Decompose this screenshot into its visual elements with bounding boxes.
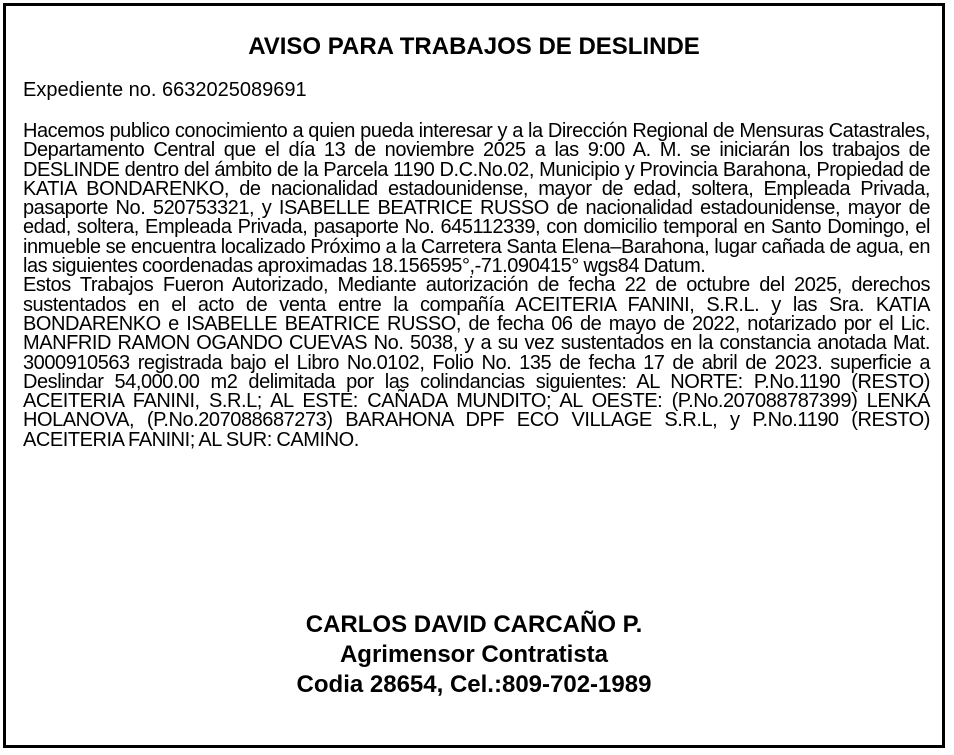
signature-contact: Codia 28654, Cel.:809-702-1989 (296, 671, 652, 698)
legal-notice-box (3, 3, 945, 748)
signature-name: CARLOS DAVID CARCAÑO P. (305, 611, 643, 638)
notice-paragraph-announcement: Hacemos publico conocimiento a quien pueda interesar y a la Dirección Regional de Mensuras Catastrales, Departamento Central que el día 13 de noviembre 2025 a las 9:00 A. M. se iniciarán los trabajos de DESLINDE dentro del ámbito de la Parcela 1190 D.C.No.02, Municipio y Provincia Barahona, Propiedad de KATIA BONDARENKO, de nacionalidad estadounidense, mayor de edad, soltera, Empleada Privada, pasaporte No. 520753321, y ISABELLE BEATRICE RUSSO de nacionalidad estadounidense, mayor de edad, soltera, Empleada Privada, pasaporte No. 645112339, con domicilio temporal en Santo Domingo, el inmueble se encuentra localizado Próximo a la Carretera Santa Elena–Barahona, lugar cañada de agua, en las siguientes coordenadas aproximadas 18.156595°,-71.090415° wgs84 Datum. (23, 120, 930, 278)
notice-paragraph-authorization: Estos Trabajos Fueron Autorizado, Mediante autorización de fecha 22 de octubre del 2025, derechos sustentados en el acto de venta entre la compañía ACEITERIA FANINI, S.R.L. y las Sra. KATIA BONDARENKO e ISABELLE BEATRICE RUSSO, de fecha 06 de mayo de 2022, notarizado por el Lic. MANFRID RAMON OGANDO CUEVAS No. 5038, y a su vez sustentados en la constancia anotada Mat. 3000910563 registrada bajo el Libro No.0102, Folio No. 135 de fecha 17 de abril de 2023. superficie a Deslindar 54,000.00 m2 delimitada por las colindancias siguientes: AL NORTE: P.No.1190 (RESTO) ACEITERIA FANINI, S.R.L; AL ESTE: CAÑADA MUNDITO; AL OESTE: (P.No.207088787399) LENKA HOLANOVA, (P.No.207088687273) BARAHONA DPF ECO VILLAGE S.R.L, y P.No.1190 (RESTO) ACEITERIA FANINI; AL SUR: CAMINO. (23, 274, 930, 451)
notice-body (23, 122, 930, 450)
expediente-number: Expediente no. 6632025089691 (23, 79, 307, 101)
signature-role: Agrimensor Contratista (339, 641, 609, 668)
signature-block (6, 610, 942, 700)
notice-title: AVISO PARA TRABAJOS DE DESLINDE (248, 33, 700, 60)
